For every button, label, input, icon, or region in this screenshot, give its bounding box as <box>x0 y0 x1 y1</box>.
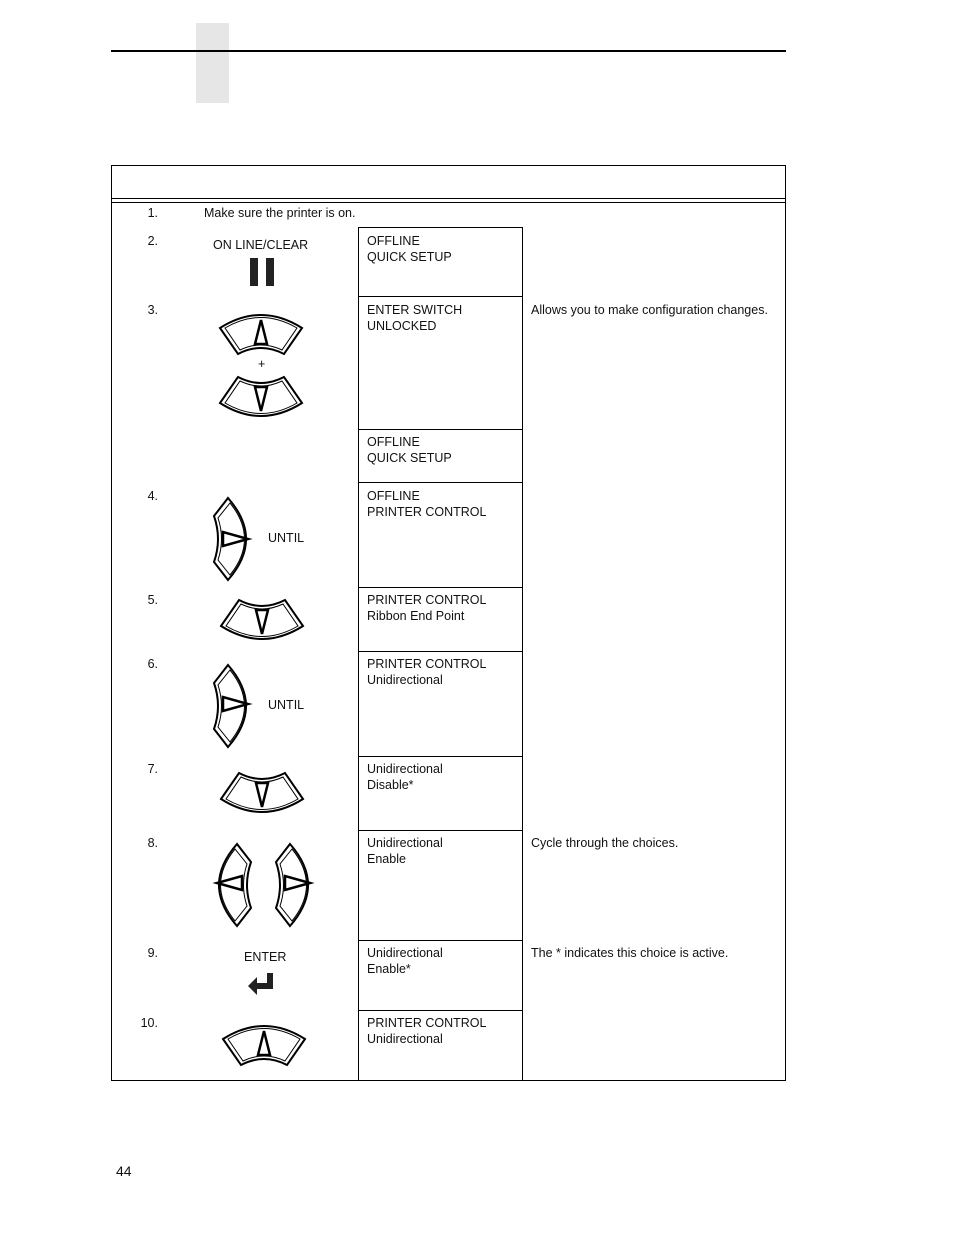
step-number: 7. <box>147 762 158 776</box>
right-arrow-key-icon <box>212 496 258 582</box>
display-text: Unidirectional Enable <box>367 836 443 866</box>
step-number: 8. <box>147 836 158 850</box>
up-arrow-key-icon <box>221 1023 307 1067</box>
key-label: UNTIL <box>268 698 305 712</box>
display-divider <box>358 830 523 831</box>
display-column-right-border <box>522 227 523 1080</box>
step-number: 6. <box>147 657 158 671</box>
display-text: ENTER SWITCH UNLOCKED <box>367 303 463 333</box>
step-number: 4. <box>147 489 158 503</box>
display-divider <box>358 482 523 483</box>
intro-text: Make sure the printer is on. <box>204 206 356 220</box>
left-arrow-key-icon <box>207 842 253 928</box>
note-text: Allows you to make configuration changes. <box>531 303 768 317</box>
display-text: PRINTER CONTROL Unidirectional <box>367 657 487 687</box>
step-number: 9. <box>147 946 158 960</box>
display-divider <box>358 429 523 430</box>
key-label: ON LINE/CLEAR <box>213 238 309 252</box>
display-column-left-border <box>358 227 359 1080</box>
display-text: PRINTER CONTROL Unidirectional <box>367 1016 487 1046</box>
note-text: The * indicates this choice is active. <box>531 946 729 960</box>
down-arrow-key-icon <box>219 598 305 642</box>
step-number: 2. <box>147 234 158 248</box>
note-text: Cycle through the choices. <box>531 836 679 850</box>
down-arrow-key-icon <box>218 375 304 419</box>
display-text: OFFLINE QUICK SETUP <box>367 435 452 465</box>
right-arrow-key-icon <box>212 663 258 749</box>
key-label: + <box>258 357 266 371</box>
display-divider <box>358 296 523 297</box>
down-arrow-key-icon <box>219 771 305 815</box>
display-text: Unidirectional Disable* <box>367 762 443 792</box>
display-divider <box>358 651 523 652</box>
display-divider <box>358 587 523 588</box>
display-top-border <box>358 227 523 228</box>
display-text: Unidirectional Enable* <box>367 946 443 976</box>
page-number: 44 <box>116 1163 132 1179</box>
display-divider <box>358 756 523 757</box>
step-number: 5. <box>147 593 158 607</box>
key-label: ENTER <box>244 950 287 964</box>
chapter-tab <box>196 23 229 103</box>
display-divider <box>358 940 523 941</box>
header-rule <box>111 50 786 52</box>
display-text: OFFLINE PRINTER CONTROL <box>367 489 487 519</box>
pause-icon <box>250 258 276 286</box>
step-number: 10. <box>140 1016 158 1030</box>
step-number: 1. <box>147 206 158 220</box>
display-divider <box>358 1010 523 1011</box>
enter-key-icon <box>247 972 275 996</box>
right-arrow-key-icon <box>274 842 320 928</box>
display-text: OFFLINE QUICK SETUP <box>367 234 452 264</box>
table-header-divider <box>111 198 786 199</box>
step-number: 3. <box>147 303 158 317</box>
key-label: UNTIL <box>268 531 305 545</box>
display-text: PRINTER CONTROL Ribbon End Point <box>367 593 487 623</box>
table-header-divider-2 <box>111 202 786 203</box>
up-arrow-key-icon <box>218 312 304 356</box>
